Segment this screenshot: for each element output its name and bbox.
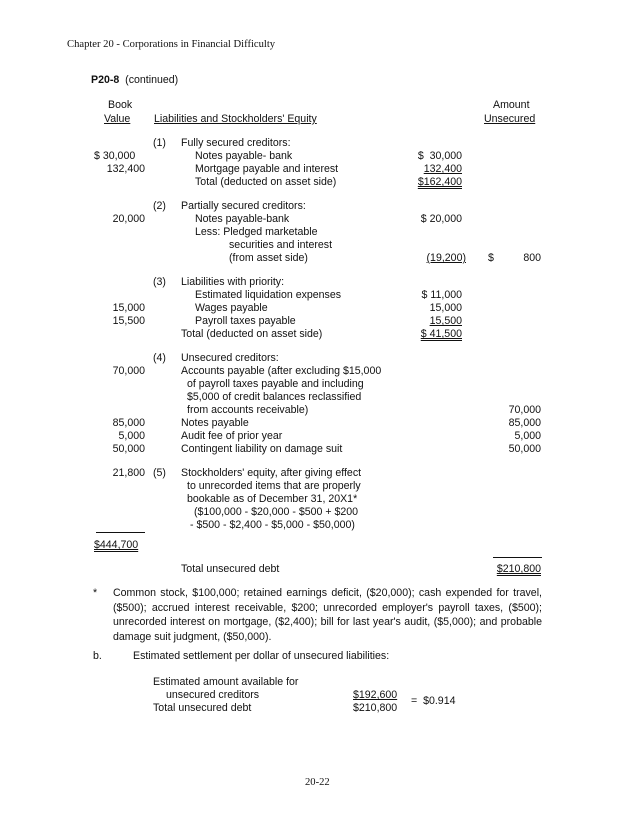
section1-num: (1) xyxy=(153,137,166,149)
section2-title: Partially secured creditors: xyxy=(181,200,306,212)
part-b-result: = $0.914 xyxy=(411,695,456,707)
section2-book: 20,000 xyxy=(112,213,145,225)
section1-amount-2: 132,400 xyxy=(423,163,462,175)
part-b-line-3: Total unsecured debt xyxy=(153,702,252,714)
footnote-text: Common stock, $100,000; retained earnings deficit, ($20,000); cash expended for travel, ($500); accrued interest receivable, $200; unrecorded employer's payroll taxes, ($500); unrecorded interest on mortgage, ($2,400); bill for last year's audit, ($5,000); and probable damage suit judgment, ($50,000). xyxy=(113,587,542,643)
section1-amount-1: $ 30,000 xyxy=(417,150,462,162)
section3-amount-2: 15,000 xyxy=(429,302,462,314)
section3-book-3: 15,500 xyxy=(112,315,145,327)
page-number: 20-22 xyxy=(305,777,330,788)
section3-num: (3) xyxy=(153,276,166,288)
unsecured-total: $210,800 xyxy=(496,563,541,575)
section4-num: (4) xyxy=(153,352,166,364)
section3-desc-3: Payroll taxes payable xyxy=(195,315,296,327)
section2-less-amount: (19,200) xyxy=(426,252,466,264)
part-b-line-2: unsecured creditors xyxy=(166,689,260,701)
footnote-mark: * xyxy=(93,587,98,599)
section4-book-2: 5,000 xyxy=(118,430,145,442)
section4-book-1: 85,000 xyxy=(112,417,145,429)
section1-total-desc: Total (deducted on asset side) xyxy=(195,176,337,188)
section4-ap-unsecured: 70,000 xyxy=(508,404,541,416)
section4-ap-line-3: $5,000 of credit balances reclassified xyxy=(187,391,362,403)
col-liabilities-heading: Liabilities and Stockholders' Equity xyxy=(154,113,317,125)
section3-desc-1: Estimated liquidation expenses xyxy=(195,289,342,301)
problem-note: (continued) xyxy=(125,74,179,86)
part-b-label: b. xyxy=(93,650,102,662)
book-total-rule xyxy=(96,532,145,533)
col-book-heading: Book xyxy=(108,99,133,111)
section5-line-5: - $500 - $2,400 - $5,000 - $50,000) xyxy=(190,519,355,531)
section5-line-4: ($100,000 - $20,000 - $500 + $200 xyxy=(194,506,359,518)
section5-num: (5) xyxy=(153,467,166,479)
section4-unsecured-3: 50,000 xyxy=(508,443,541,455)
section2-num: (2) xyxy=(153,200,166,212)
section3-total-amount: $ 41,500 xyxy=(420,328,462,340)
section2-amount: $ 20,000 xyxy=(420,213,462,225)
section2-less-3: (from asset side) xyxy=(229,252,308,264)
section4-desc-3: Contingent liability on damage suit xyxy=(181,443,343,455)
section2-less-2: securities and interest xyxy=(229,239,333,251)
section4-title: Unsecured creditors: xyxy=(181,352,279,364)
section3-amount-3: 15,500 xyxy=(429,315,462,327)
col-unsecured-heading: Unsecured xyxy=(484,113,536,125)
section4-desc-1: Notes payable xyxy=(181,417,249,429)
section1-book-1: $ 30,000 xyxy=(94,150,136,162)
section4-unsecured-2: 5,000 xyxy=(514,430,541,442)
problem-number: P20-8 xyxy=(91,74,120,86)
book-total: $444,700 xyxy=(94,539,139,551)
section1-desc-1: Notes payable- bank xyxy=(195,150,293,162)
chapter-header: Chapter 20 - Corporations in Financial Difficulty xyxy=(67,39,276,50)
part-b-numerator: $192,600 xyxy=(353,689,398,701)
section1-title: Fully secured creditors: xyxy=(181,137,291,149)
section4-ap-line-1: Accounts payable (after excluding $15,000 xyxy=(181,365,382,377)
section4-ap-line-4: from accounts receivable) xyxy=(187,404,309,416)
unsecured-total-rule xyxy=(493,557,542,558)
part-b-denominator: $210,800 xyxy=(353,702,398,714)
problem-title xyxy=(91,74,178,87)
section4-ap-book: 70,000 xyxy=(112,365,145,377)
section5-line-1: Stockholders' equity, after giving effect xyxy=(181,467,362,479)
section3-book-2: 15,000 xyxy=(112,302,145,314)
section4-book-3: 50,000 xyxy=(112,443,145,455)
unsecured-total-label: Total unsecured debt xyxy=(181,563,280,575)
col-amount-heading: Amount xyxy=(493,99,530,111)
section1-book-2: 132,400 xyxy=(106,163,145,175)
section4-ap-line-2: of payroll taxes payable and including xyxy=(187,378,364,390)
section5-line-3: bookable as of December 31, 20X1* xyxy=(187,493,358,505)
section5-line-2: to unrecorded items that are properly xyxy=(187,480,361,492)
section1-desc-2: Mortgage payable and interest xyxy=(195,163,339,175)
part-b-line-1: Estimated amount available for xyxy=(153,676,299,688)
part-b-title: Estimated settlement per dollar of unsecured liabilities: xyxy=(133,650,390,662)
section2-unsecured: 800 xyxy=(523,252,541,264)
section3-title: Liabilities with priority: xyxy=(181,276,285,288)
section3-total-desc: Total (deducted on asset side) xyxy=(181,328,323,340)
col-value-heading: Value xyxy=(104,113,131,125)
section3-desc-2: Wages payable xyxy=(195,302,268,314)
section1-total-amount: $162,400 xyxy=(417,176,462,188)
section2-desc: Notes payable-bank xyxy=(195,213,290,225)
section2-unsecured-sign: $ xyxy=(488,252,494,264)
section5-book: 21,800 xyxy=(112,467,145,479)
section3-amount-1: $ 11,000 xyxy=(421,289,462,301)
section4-desc-2: Audit fee of prior year xyxy=(181,430,283,442)
section2-less-1: Less: Pledged marketable xyxy=(195,226,318,238)
section4-unsecured-1: 85,000 xyxy=(508,417,541,429)
